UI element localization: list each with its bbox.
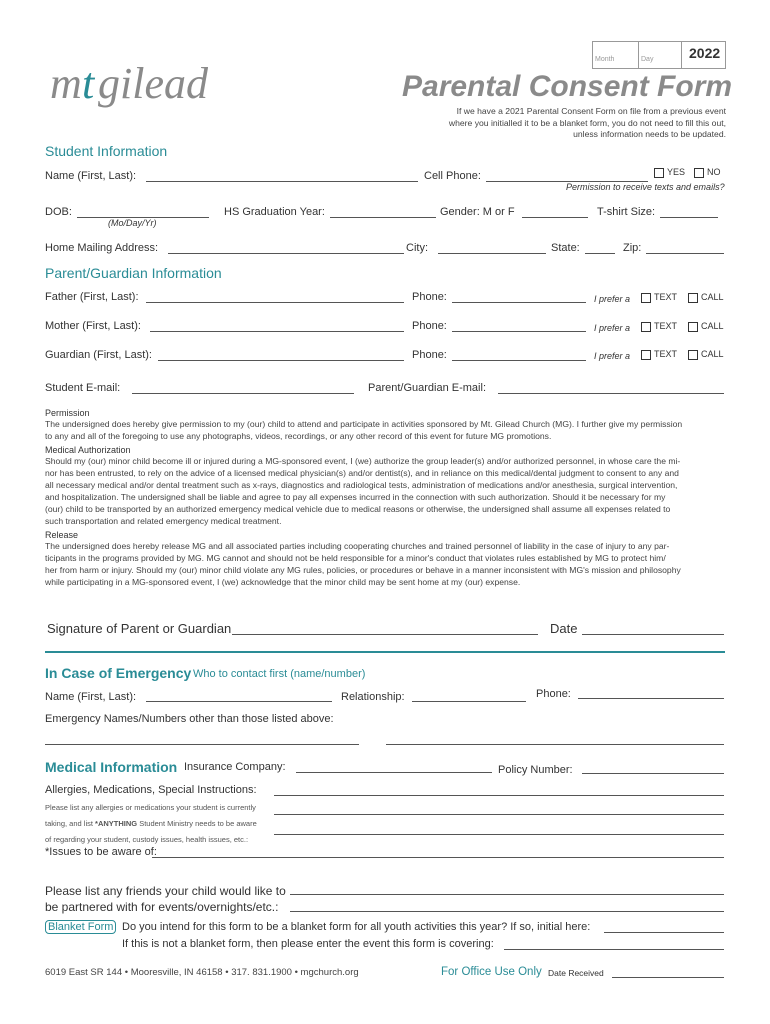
insurance-label: Insurance Company: <box>184 761 286 773</box>
day-label: Day <box>641 56 654 63</box>
policy-field[interactable] <box>582 773 724 774</box>
insurance-field[interactable] <box>296 772 492 773</box>
event-field[interactable] <box>504 949 724 950</box>
allergies-label: Allergies, Medications, Special Instructions: <box>45 784 257 796</box>
dob-label: DOB: <box>45 206 72 218</box>
father-name-field[interactable] <box>146 302 404 303</box>
month-label: Month <box>595 56 615 63</box>
student-email-field[interactable] <box>132 393 354 394</box>
emergency-name-field[interactable] <box>146 701 332 702</box>
mother-phone-label: Phone: <box>412 320 447 332</box>
address-label: Home Mailing Address: <box>45 242 159 254</box>
relationship-label: Relationship: <box>341 691 405 703</box>
father-phone-label: Phone: <box>412 291 447 303</box>
release-heading: Release <box>45 530 79 540</box>
allergies-field-1[interactable] <box>274 795 724 796</box>
no-checkbox[interactable] <box>694 168 704 178</box>
mother-phone-field[interactable] <box>452 331 586 332</box>
emergency-others-field-1[interactable] <box>45 744 359 745</box>
student-name-label: Name (First, Last): <box>45 170 137 182</box>
relationship-field[interactable] <box>412 701 526 702</box>
dob-hint: (Mo/Day/Yr) <box>108 218 157 228</box>
emergency-others-field-2[interactable] <box>386 744 724 745</box>
emergency-phone-field[interactable] <box>578 698 724 699</box>
shirt-size-label: T-shirt Size: <box>597 206 656 218</box>
footer-address: 6019 East SR 144 • Mooresville, IN 46158 • 317. 831.1900 • mgchurch.org <box>45 967 359 978</box>
svg-text:t: t <box>82 59 95 108</box>
guardian-name-field[interactable] <box>158 360 404 361</box>
gender-label: Gender: M or F <box>440 206 515 218</box>
student-name-field[interactable] <box>146 181 418 182</box>
friends-field-2[interactable] <box>290 911 724 912</box>
medical-heading: Medical Information <box>45 759 178 775</box>
header-note: If we have a 2021 Parental Consent Form on file from a previous event where you initialled it to be a blanket form, you do not need to fill this out, unless information needs to be updated. <box>448 106 726 139</box>
guardian-call-checkbox[interactable] <box>688 350 698 360</box>
city-field[interactable] <box>438 253 546 254</box>
permission-text: The undersigned does hereby give permission to my (our) child to attend and participate in activities sponsored by Mt. Gilead Church (MG). I further give my permission to any and all of the foregoing to use any photographs, videos, recordings, or any other record of this event for future MG promotions. <box>45 419 683 441</box>
emergency-heading: In Case of Emergency <box>45 665 192 681</box>
mother-text-option[interactable]: TEXT <box>641 321 677 332</box>
guardian-phone-field[interactable] <box>452 360 586 361</box>
emergency-name-label: Name (First, Last): <box>45 691 137 703</box>
state-label: State: <box>551 242 580 254</box>
mother-call-checkbox[interactable] <box>688 322 698 332</box>
event-label: If this is not a blanket form, then please enter the event this form is covering: <box>122 938 494 950</box>
year-label: 2022 <box>689 45 721 61</box>
emergency-others-label: Emergency Names/Numbers other than those listed above: <box>45 713 334 725</box>
blanket-question: Do you intend for this form to be a blanket form for all youth activities this year? If so, initial here: <box>122 921 591 933</box>
signature-date-label: Date <box>550 621 578 636</box>
signature-date-field[interactable] <box>582 634 724 635</box>
medical-auth-heading: Medical Authorization <box>45 445 131 455</box>
state-field[interactable] <box>585 253 615 254</box>
city-label: City: <box>406 242 428 254</box>
father-name-label: Father (First, Last): <box>45 291 139 303</box>
parent-info-heading: Parent/Guardian Information <box>45 265 222 281</box>
student-email-label: Student E-mail: <box>45 382 121 394</box>
mother-call-option[interactable]: CALL <box>688 321 724 332</box>
mother-text-checkbox[interactable] <box>641 322 651 332</box>
office-use-label: For Office Use Only <box>441 966 542 978</box>
medical-auth-text: Should my (our) minor child become ill or injured during a MG-sponsored event, I (we) authorize the group leader(s) and/or authorized personnel, in whose care the mi- nor has been entrusted, to rely on the advice of a licensed medical physician(s) and/or dentist(s), and in reliance on this medical/dental judgment to consent to any and all necessary medical and/or dental treatment such as x-rays, diagnostics and radiological tests, administration of medications and/or anesthesia, surgical intervention, and hospitalization. The undersigned shall be liable and agree to pay all expenses incurred in the connection with such authorization. Should it be necessary for my (our) child to be transported by an authorized emergency medical vehicle due to medical reasons or otherwise, the undersigned shall assume all expenses related to such transportation and related emergency medical treatment. <box>45 456 681 526</box>
guardian-prefer-label: I prefer a <box>594 351 631 361</box>
parent-email-field[interactable] <box>498 393 724 394</box>
friends-field-1[interactable] <box>290 894 724 895</box>
mother-name-field[interactable] <box>150 331 404 332</box>
grad-year-field[interactable] <box>330 217 436 218</box>
issues-label: *Issues to be aware of: <box>45 846 157 858</box>
friends-label: Please list any friends your child would like to be partnered with for events/overnights/etc.: <box>45 884 286 914</box>
section-divider <box>45 651 725 653</box>
guardian-name-label: Guardian (First, Last): <box>45 349 152 361</box>
date-box <box>592 41 726 69</box>
signature-label: Signature of Parent or Guardian <box>47 621 232 636</box>
gender-field[interactable] <box>522 217 588 218</box>
yes-option[interactable]: YES <box>654 167 685 178</box>
mother-prefer-label: I prefer a <box>594 323 631 333</box>
father-call-option[interactable]: CALL <box>688 292 724 303</box>
guardian-phone-label: Phone: <box>412 349 447 361</box>
student-info-heading: Student Information <box>45 143 168 159</box>
svg-text:m: m <box>50 59 82 108</box>
blanket-form-tag: Blanket Form <box>45 920 116 934</box>
grad-year-label: HS Graduation Year: <box>224 206 325 218</box>
zip-label: Zip: <box>623 242 642 254</box>
father-prefer-label: I prefer a <box>594 294 631 304</box>
allergies-hint: Please list any allergies or medications your student is currently taking, and list *ANYTHING Student Ministry needs to be aware of regarding your student, custody issues, health issues, etc.: <box>45 803 257 844</box>
legal-text <box>45 408 735 588</box>
permission-note: Permission to receive texts and emails? <box>566 182 725 192</box>
parent-email-label: Parent/Guardian E-mail: <box>368 382 486 394</box>
cell-phone-label: Cell Phone: <box>424 170 481 182</box>
zip-field[interactable] <box>646 253 724 254</box>
yes-checkbox[interactable] <box>654 168 664 178</box>
allergies-field-3[interactable] <box>274 834 724 835</box>
issues-field[interactable] <box>152 857 724 858</box>
policy-label: Policy Number: <box>498 764 573 776</box>
mt-gilead-logo <box>48 52 208 112</box>
guardian-text-option[interactable]: TEXT <box>641 349 677 360</box>
permission-heading: Permission <box>45 408 90 418</box>
page-title: Parental Consent Form <box>402 70 733 103</box>
father-text-option[interactable]: TEXT <box>641 292 677 303</box>
signature-field[interactable] <box>232 634 538 635</box>
mother-name-label: Mother (First, Last): <box>45 320 141 332</box>
date-received-field[interactable] <box>612 977 724 978</box>
father-text-checkbox[interactable] <box>641 293 651 303</box>
father-call-checkbox[interactable] <box>688 293 698 303</box>
guardian-call-option[interactable]: CALL <box>688 349 724 360</box>
allergies-field-2[interactable] <box>274 814 724 815</box>
guardian-text-checkbox[interactable] <box>641 350 651 360</box>
no-option[interactable]: NO <box>694 167 721 178</box>
release-text: The undersigned does hereby release MG and all associated parties including cooperating churches and trained personnel of liability in the case of injury to any par- ticipants in the programs provided by MG. MG cannot and should not be held responsible for a minor's conduct that violates rules established by MG to protect him/ her from harm or injury. Should my (our) minor child violate any MG rules, policies, or procedures or behave in a manner inconsistent with MG's mission and philosophy while participating in a MG-sponsored event, I (we) acknowledge that the minor child may be sent home at my (our) expense. <box>45 541 681 587</box>
address-field[interactable] <box>168 253 404 254</box>
emergency-subheading: Who to contact first (name/number) <box>193 668 366 680</box>
shirt-size-field[interactable] <box>660 217 718 218</box>
svg-text:gilead: gilead <box>98 59 208 108</box>
emergency-phone-label: Phone: <box>536 688 571 700</box>
logo <box>48 52 208 117</box>
blanket-initial-field[interactable] <box>604 932 724 933</box>
date-received-label: Date Received <box>548 968 604 978</box>
father-phone-field[interactable] <box>452 302 586 303</box>
